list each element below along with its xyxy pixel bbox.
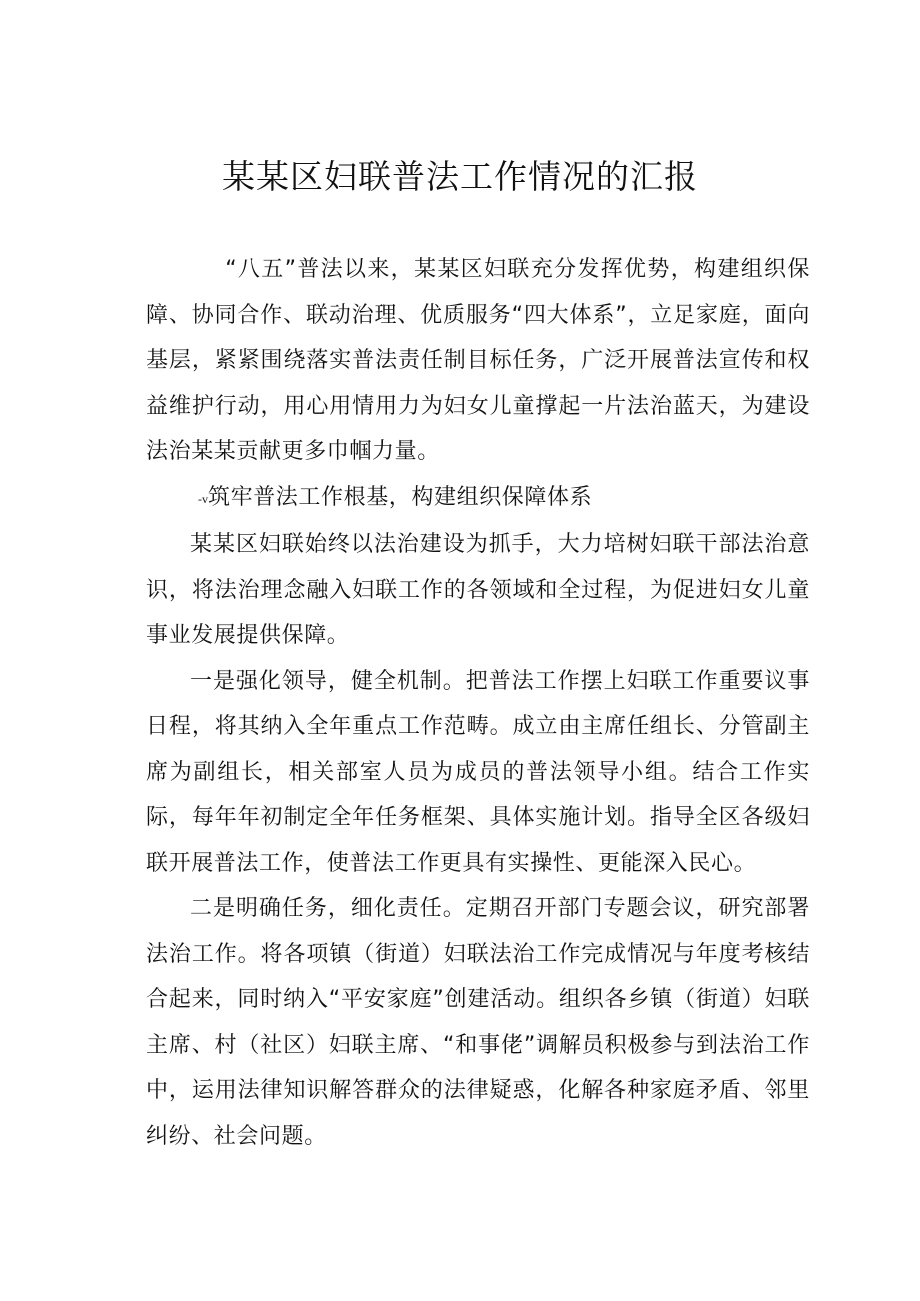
section-heading [146,475,810,523]
body-paragraph-1: 某某区妇联始终以法治建设为抓手，大力培树妇联干部法治意识，将法治理念融入妇联工作的各领域和全过程，为促进妇女儿童事业发展提供保障。 [146,532,810,648]
section-marker: -v [198,491,208,506]
document-body [146,247,810,1159]
section-heading-text: 筑牢普法工作根基，构建组织保障体系 [208,484,593,510]
body-paragraph-3: 二是明确任务，细化责任。定期召开部门专题会议，研究部署法治工作。将各项镇（街道）妇联法治工作完成情况与年度考核结合起来，同时纳入“平安家庭”创建活动。组织各乡镇（街道）妇联主席、村（社区）妇联主席、“和事佬”调解员积极参与到法治工作中，运用法律知识解答群众的法律疑惑，化解各种家庭矛盾、邻里纠纷、社会问题。 [146,896,810,1149]
document-title: 某某区妇联普法工作情况的汇报 [222,157,698,196]
intro-paragraph: “八五”普法以来，某某区妇联充分发挥优势，构建组织保障、协同合作、联动治理、优质服务“四大体系”，立足家庭，面向基层，紧紧围绕落实普法责任制目标任务，广泛开展普法宣传和权益维护行动，用心用情用力为妇女儿童撑起一片法治蓝天，为建设法治某某贡献更多巾帼力量。 [146,257,810,464]
body-paragraph-2: 一是强化领导，健全机制。把普法工作摆上妇联工作重要议事日程，将其纳入全年重点工作范畴。成立由主席任组长、分管副主席为副组长，相关部室人员为成员的普法领导小组。结合工作实际，每年年初制定全年任务框架、具体实施计划。指导全区各级妇联开展普法工作，使普法工作更具有实操性、更能深入民心。 [146,668,810,876]
